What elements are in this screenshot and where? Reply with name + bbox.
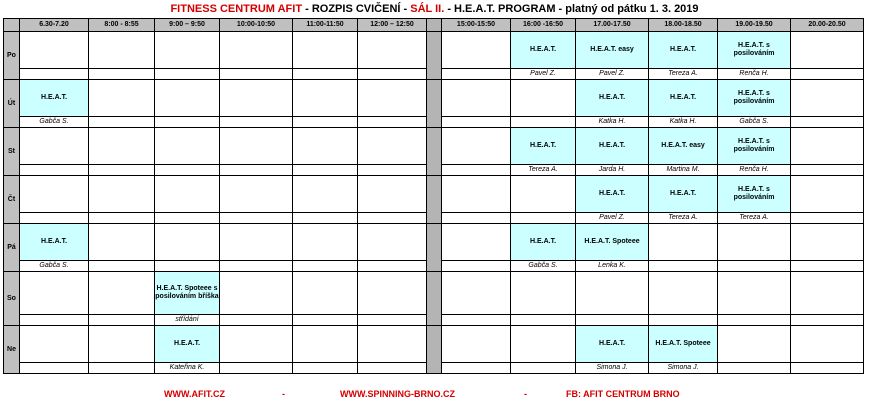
time-slot-header: 12:00 – 12:50 [358,19,427,32]
class-cell[interactable]: H.E.A.T. Spoteee [576,224,649,261]
day-label: Po [4,32,20,80]
class-cell[interactable]: H.E.A.T. [20,224,89,261]
empty-cell [791,261,864,272]
empty-cell [358,69,427,80]
class-cell[interactable]: H.E.A.T. [649,80,718,117]
empty-cell [220,326,293,363]
empty-cell [89,363,155,374]
empty-cell [220,165,293,176]
time-slot-header: 17.00-17.50 [576,19,649,32]
instructor-cell: Pavel Z. [511,69,576,80]
class-cell[interactable]: H.E.A.T. easy [649,128,718,165]
instructor-cell: Katka H. [649,117,718,128]
footer-facebook-link[interactable]: FB: AFIT CENTRUM BRNO [566,389,680,399]
class-cell[interactable]: H.E.A.T. s posilováním [718,176,791,213]
empty-cell [89,326,155,363]
empty-cell [89,272,155,315]
class-cell[interactable]: H.E.A.T. Spoteee [649,326,718,363]
empty-cell [155,80,220,117]
class-cell[interactable]: H.E.A.T. Spoteee s posilováním bříška [155,272,220,315]
footer [0,388,869,400]
empty-cell [649,224,718,261]
class-cell[interactable]: H.E.A.T. [649,176,718,213]
empty-cell [358,128,427,165]
empty-cell [293,32,358,69]
empty-cell [293,326,358,363]
footer-dash: - [524,389,527,399]
instructor-cell: Gabča S. [20,117,89,128]
empty-cell [220,213,293,224]
empty-cell [89,213,155,224]
empty-cell [155,176,220,213]
header-row [4,19,864,32]
class-cell[interactable]: H.E.A.T. [511,32,576,69]
time-slot-header: 11:00-11:50 [293,19,358,32]
corner-cell [4,19,20,32]
empty-cell [220,315,293,326]
separator-column [427,176,442,224]
empty-cell [155,224,220,261]
empty-cell [358,363,427,374]
empty-cell [511,80,576,117]
empty-cell [220,363,293,374]
empty-cell [293,213,358,224]
empty-cell [20,272,89,315]
instructor-cell: střídání [155,315,220,326]
class-cell[interactable]: H.E.A.T. [576,128,649,165]
empty-cell [791,272,864,315]
class-cell[interactable]: H.E.A.T. [576,176,649,213]
empty-cell [293,117,358,128]
empty-cell [791,213,864,224]
title-separator: - [400,3,411,15]
empty-cell [358,176,427,213]
empty-cell [791,32,864,69]
empty-cell [220,117,293,128]
empty-cell [442,224,511,261]
instructor-cell: Tereza A. [649,213,718,224]
empty-cell [358,32,427,69]
empty-cell [358,261,427,272]
page-title [0,2,869,16]
empty-cell [358,272,427,315]
time-slot-header: 15:00-15:50 [442,19,511,32]
title-sal: SÁL II. [410,3,445,15]
empty-cell [155,213,220,224]
empty-cell [791,326,864,363]
title-separator: - [302,3,312,15]
empty-cell [89,261,155,272]
empty-cell [791,165,864,176]
title-centrum: FITNESS CENTRUM AFIT [170,3,303,15]
instructor-cell: Simona J. [649,363,718,374]
empty-cell [220,80,293,117]
day-label: Čt [4,176,20,224]
empty-cell [649,315,718,326]
day-row [4,32,864,69]
day-row [4,176,864,213]
instructor-cell: Renča H. [718,165,791,176]
empty-cell [220,272,293,315]
empty-cell [649,261,718,272]
separator-column [427,224,442,272]
empty-cell [293,69,358,80]
empty-cell [442,69,511,80]
empty-cell [220,176,293,213]
separator-column [427,128,442,176]
day-row [4,326,864,363]
footer-afit-link[interactable]: WWW.AFIT.CZ [164,389,225,399]
instructor-cell: Renča H. [718,69,791,80]
class-cell[interactable]: H.E.A.T. s posilováním [718,32,791,69]
class-cell[interactable]: H.E.A.T. [20,80,89,117]
class-cell[interactable]: H.E.A.T. [649,32,718,69]
empty-cell [511,117,576,128]
empty-cell [220,32,293,69]
empty-cell [220,69,293,80]
empty-cell [718,363,791,374]
empty-cell [511,213,576,224]
empty-cell [155,165,220,176]
empty-cell [442,128,511,165]
empty-cell [511,363,576,374]
class-cell[interactable]: H.E.A.T. s posilováním [718,80,791,117]
instructor-cell: Simona J. [576,363,649,374]
empty-cell [20,176,89,213]
schedule-table [3,18,864,374]
time-slot-header: 20.00-20.50 [791,19,864,32]
empty-cell [20,326,89,363]
time-slot-header: 10:00-10:50 [220,19,293,32]
empty-cell [89,80,155,117]
empty-cell [220,261,293,272]
empty-cell [358,224,427,261]
empty-cell [89,165,155,176]
footer-dash: - [282,389,285,399]
empty-cell [442,165,511,176]
class-cell[interactable]: H.E.A.T. [511,224,576,261]
empty-cell [442,176,511,213]
empty-cell [791,117,864,128]
empty-cell [89,32,155,69]
time-slot-header: 8:00 - 8:55 [89,19,155,32]
empty-cell [791,176,864,213]
class-cell[interactable]: H.E.A.T. s posilováním [718,128,791,165]
time-slot-header: 6.30-7.20 [20,19,89,32]
empty-cell [718,224,791,261]
class-cell[interactable]: H.E.A.T. easy [576,32,649,69]
empty-cell [791,128,864,165]
empty-cell [89,117,155,128]
class-cell[interactable]: H.E.A.T. [155,326,220,363]
empty-cell [358,213,427,224]
empty-cell [511,272,576,315]
instructor-cell: Jarda H. [576,165,649,176]
empty-cell [576,272,649,315]
day-label: So [4,272,20,326]
empty-cell [89,176,155,213]
empty-cell [791,363,864,374]
empty-cell [155,117,220,128]
empty-cell [155,261,220,272]
class-cell[interactable]: H.E.A.T. [576,326,649,363]
day-row [4,80,864,117]
empty-cell [442,272,511,315]
empty-cell [576,315,649,326]
empty-cell [358,165,427,176]
empty-cell [20,315,89,326]
empty-cell [442,261,511,272]
day-label: Pá [4,224,20,272]
empty-cell [791,315,864,326]
day-row [4,224,864,261]
empty-cell [89,224,155,261]
instructor-cell: Pavel Z. [576,69,649,80]
empty-cell [155,32,220,69]
separator-column [427,32,442,80]
empty-cell [358,117,427,128]
empty-cell [511,176,576,213]
empty-cell [791,80,864,117]
empty-cell [20,128,89,165]
empty-cell [358,80,427,117]
separator-column [427,326,442,374]
empty-cell [20,69,89,80]
empty-cell [89,69,155,80]
empty-cell [155,69,220,80]
empty-cell [718,272,791,315]
empty-cell [442,32,511,69]
empty-cell [511,326,576,363]
empty-cell [293,176,358,213]
instructor-cell: Lenka K. [576,261,649,272]
day-label: St [4,128,20,176]
time-slot-header: 18.00-18.50 [649,19,718,32]
empty-cell [358,326,427,363]
instructor-cell: Tereza A. [649,69,718,80]
empty-cell [293,272,358,315]
time-slot-header: 9:00 – 9:50 [155,19,220,32]
class-cell[interactable]: H.E.A.T. [576,80,649,117]
empty-cell [155,128,220,165]
day-row [4,272,864,315]
empty-cell [649,272,718,315]
empty-cell [293,80,358,117]
empty-cell [293,128,358,165]
instructor-cell: Martina M. [649,165,718,176]
empty-cell [220,128,293,165]
title-separator: - [444,3,455,15]
empty-cell [442,363,511,374]
empty-cell [293,224,358,261]
instructor-cell: Gabča S. [511,261,576,272]
empty-cell [718,326,791,363]
empty-cell [442,315,511,326]
empty-cell [20,363,89,374]
empty-cell [89,315,155,326]
empty-cell [442,80,511,117]
empty-cell [293,165,358,176]
instructor-cell: Tereza A. [718,213,791,224]
instructor-cell: Tereza A. [511,165,576,176]
empty-cell [293,315,358,326]
empty-cell [20,32,89,69]
empty-cell [20,165,89,176]
empty-cell [89,128,155,165]
empty-cell [293,363,358,374]
empty-cell [791,69,864,80]
empty-cell [442,117,511,128]
empty-cell [20,213,89,224]
day-label: Ne [4,326,20,374]
empty-cell [442,213,511,224]
empty-cell [358,315,427,326]
empty-cell [718,261,791,272]
day-row [4,128,864,165]
time-slot-header: 19.00-19.50 [718,19,791,32]
instructor-cell: Gabča S. [20,261,89,272]
time-slot-header: 16:00 -16:50 [511,19,576,32]
separator-column [427,80,442,128]
instructor-cell: Gabča S. [718,117,791,128]
empty-cell [791,224,864,261]
class-cell[interactable]: H.E.A.T. [511,128,576,165]
title-rozpis: ROZPIS CVIČENÍ [311,3,401,15]
empty-cell [220,224,293,261]
title-program: H.E.A.T. PROGRAM - platný od pátku 1. 3. 2019 [454,3,699,15]
empty-cell [442,326,511,363]
instructor-cell: Katka H. [576,117,649,128]
instructor-cell: Kateřina K. [155,363,220,374]
empty-cell [293,261,358,272]
day-label: Út [4,80,20,128]
instructor-cell: Pavel Z. [576,213,649,224]
empty-cell [511,315,576,326]
separator-column [427,19,442,32]
empty-cell [718,315,791,326]
separator-column [427,272,442,326]
footer-spinning-link[interactable]: WWW.SPINNING-BRNO.CZ [340,389,455,399]
